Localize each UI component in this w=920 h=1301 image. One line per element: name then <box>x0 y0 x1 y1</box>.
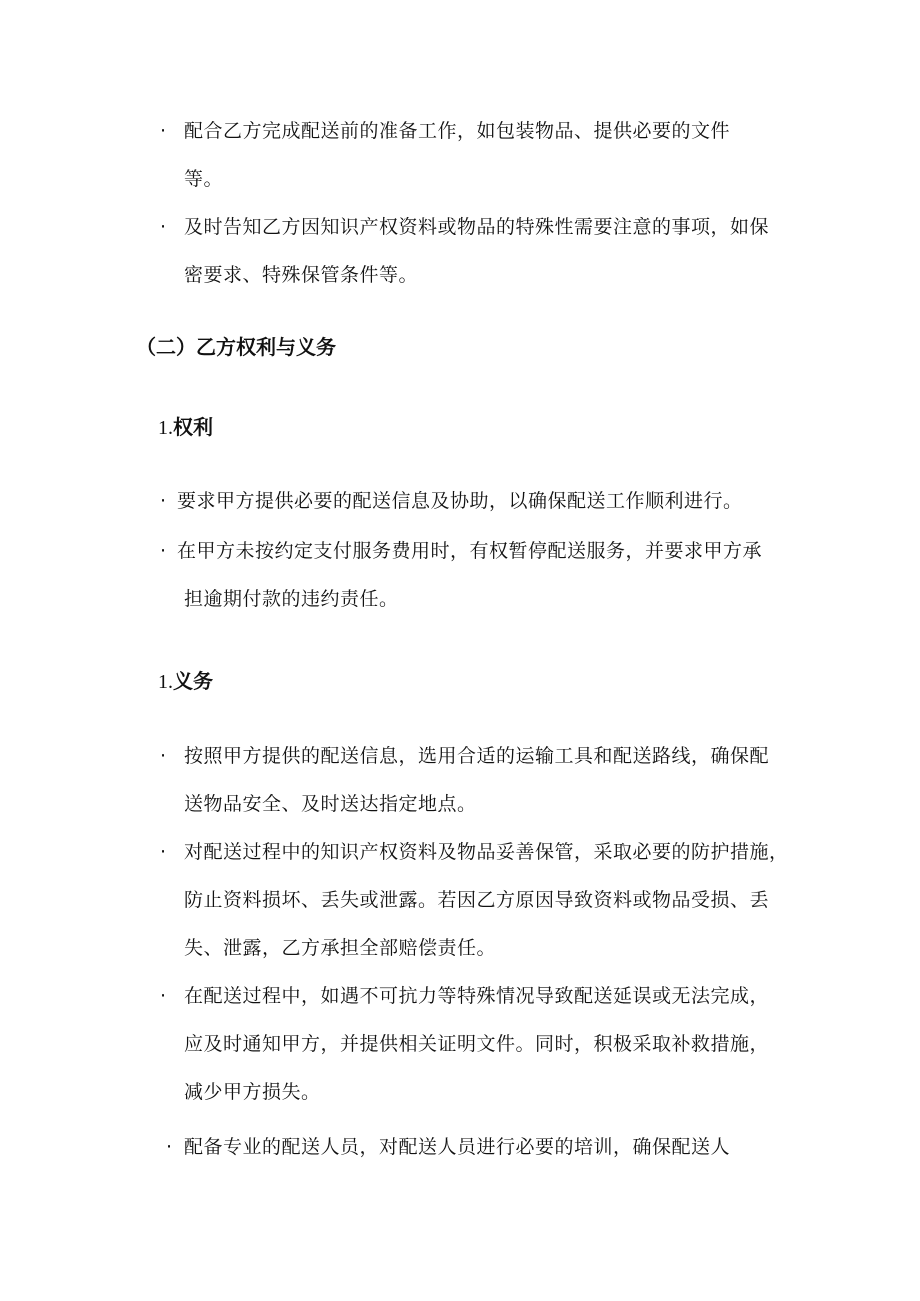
subsection-heading-rights <box>158 411 213 440</box>
subsection-number: 1. <box>158 671 173 693</box>
bullet-marker: · <box>160 120 167 142</box>
list-item-line: 在甲方未按约定支付服务费用时，有权暂停配送服务，并要求甲方承 <box>177 540 763 562</box>
bullet-marker: · <box>160 745 167 767</box>
list-item-line: 配备专业的配送人员，对配送人员进行必要的培训，确保配送人 <box>184 1136 731 1158</box>
list-item-line: 防止资料损坏、丢失或泄露。若因乙方原因导致资料或物品受损、丢 <box>184 889 770 911</box>
subsection-heading-duties <box>158 665 213 694</box>
list-item-line: 担逾期付款的违约责任。 <box>184 588 399 610</box>
list-item-line: 在配送过程中，如遇不可抗力等特殊情况导致配送延误或无法完成， <box>184 985 770 1007</box>
list-item-line: 对配送过程中的知识产权资料及物品妥善保管，采取必要的防护措施， <box>184 841 789 863</box>
subsection-title: 义务 <box>173 669 213 693</box>
list-item-line: 及时告知乙方因知识产权资料或物品的特殊性需要注意的事项，如保 <box>184 216 770 238</box>
bullet-marker: · <box>160 985 167 1007</box>
bullet-marker: · <box>160 841 167 863</box>
list-item-line: 按照甲方提供的配送信息，选用合适的运输工具和配送路线，确保配 <box>184 745 770 767</box>
bullet-marker: · <box>160 490 167 512</box>
section-heading: （二）乙方权利与义务 <box>136 335 336 359</box>
list-item-line: 送物品安全、及时送达指定地点。 <box>184 793 477 815</box>
bullet-marker: · <box>160 216 167 238</box>
list-item-line: 失、泄露，乙方承担全部赔偿责任。 <box>184 937 497 959</box>
list-item-line: 等。 <box>184 168 224 190</box>
subsection-number: 1. <box>158 417 173 439</box>
list-item-line: 要求甲方提供必要的配送信息及协助，以确保配送工作顺利进行。 <box>177 490 743 512</box>
list-item-line: 密要求、特殊保管条件等。 <box>184 264 419 286</box>
bullet-marker: · <box>166 1136 173 1158</box>
list-item-line: 减少甲方损失。 <box>184 1081 321 1103</box>
subsection-title: 权利 <box>173 415 213 439</box>
list-item-line: 配合乙方完成配送前的准备工作，如包装物品、提供必要的文件 <box>184 120 731 142</box>
bullet-marker: · <box>160 540 167 562</box>
list-item-line: 应及时通知甲方，并提供相关证明文件。同时，积极采取补救措施， <box>184 1033 770 1055</box>
